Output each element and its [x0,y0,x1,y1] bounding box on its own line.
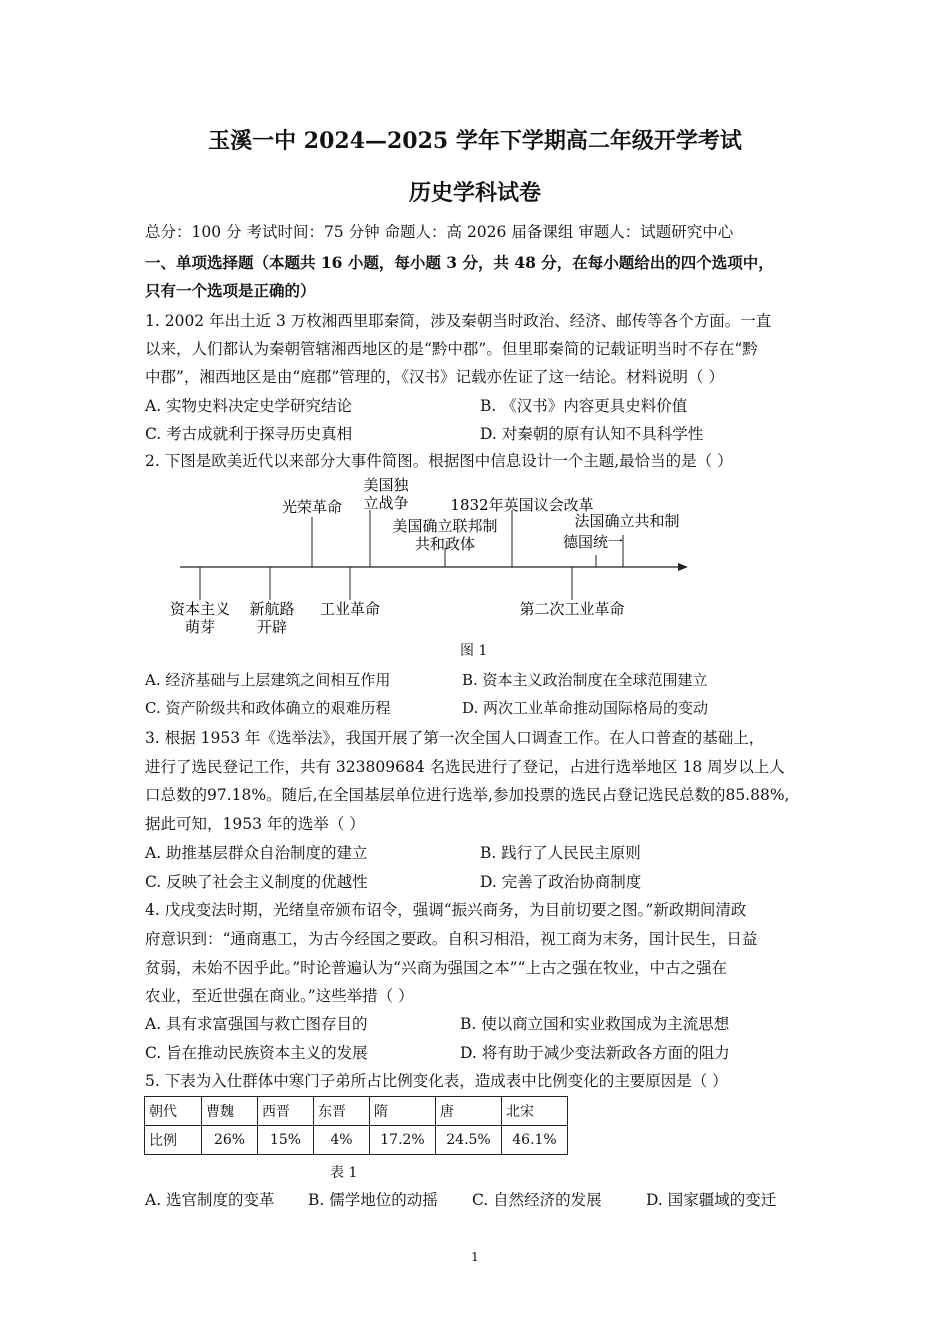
event-label-american-independence: 立战争 [363,494,409,512]
q1-option-a[interactable]: A. 实物史料决定史学研究结论 [145,397,353,415]
q1-line: 1. 2002 年出土近 3 万枚湘西里耶秦简，涉及秦朝当时政治、经济、邮传等各个方面。一直 [145,312,772,330]
q1-option-b[interactable]: B. 《汉书》内容更具史料价值 [480,397,688,415]
q1-line: 中郡”，湘西地区是由“庭郡”管理的，《汉书》记载亦佐证了这一结论。材料说明（ ） [145,368,724,386]
q3-option-c[interactable]: C. 反映了社会主义制度的优越性 [145,873,368,891]
q5-option-b[interactable]: B. 儒学地位的动摇 [308,1191,438,1209]
table-cell: 24.5% [436,1126,502,1155]
exam-info: 总分：100 分 考试时间：75 分钟 命题人：高 2026 届备课组 审题人：试题研究中心 [145,223,734,241]
q4-option-a[interactable]: A. 具有求富强国与救亡图存目的 [145,1015,368,1033]
exam-title: 玉溪一中 2024—2025 学年下学期高二年级开学考试 [208,128,742,154]
q5-option-d[interactable]: D. 国家疆域的变迁 [646,1191,777,1209]
event-label-capitalism-sprouts: 资本主义 [169,600,231,618]
q3-line: 据此可知，1953 年的选举（ ） [145,815,365,833]
q2-option-a[interactable]: A. 经济基础与上层建筑之间相互作用 [145,671,391,689]
ratio-table [144,1096,568,1155]
q1-line: 以来，人们都认为秦朝管辖湘西地区的是“黔中郡”。但里耶秦简的记载证明当时不存在“黔 [145,340,758,358]
table-header-cell: 西晋 [258,1097,314,1126]
event-label-capitalism-sprouts: 萌芽 [184,618,216,636]
section-heading-1: 一、单项选择题（本题共 16 小题，每小题 3 分，共 48 分，在每小题给出的四个选项中， [145,253,774,272]
q4-option-d[interactable]: D. 将有助于减少变法新政各方面的阻力 [460,1044,730,1062]
table-header-cell: 东晋 [314,1097,370,1126]
table-header-cell: 北宋 [502,1097,568,1126]
timeline-figure [140,470,700,640]
q2-line: 2. 下图是欧美近代以来部分大事件简图。根据图中信息设计一个主题,最恰当的是（ ） [145,452,733,470]
table-caption: 表 1 [330,1165,358,1181]
q5-option-a[interactable]: A. 选官制度的变革 [145,1191,275,1209]
table-cell: 15% [258,1126,314,1155]
table-header-cell: 唐 [436,1097,502,1126]
q3-option-b[interactable]: B. 践行了人民民主原则 [480,844,641,862]
event-label-industrial-revolution: 工业革命 [319,600,381,618]
q4-line: 农业，至近世强在商业。”这些举措（ ） [145,987,414,1005]
q4-option-b[interactable]: B. 使以商立国和实业救国成为主流思想 [460,1015,730,1033]
event-label-new-sea-routes: 新航路 [249,600,295,618]
q3-line: 口总数的97.18%。随后,在全国基层单位进行选举,参加投票的选民占登记选民总数的85.88%, [145,786,790,804]
table-row [145,1126,568,1155]
table-cell: 17.2% [370,1126,436,1155]
table-header-cell: 曹魏 [202,1097,258,1126]
q5-option-c[interactable]: C. 自然经济的发展 [472,1191,602,1209]
q2-option-d[interactable]: D. 两次工业革命推动国际格局的变动 [462,699,709,717]
event-label-glorious-revolution: 光荣革命 [281,498,343,516]
table-cell: 26% [202,1126,258,1155]
exam-subtitle: 历史学科试卷 [408,180,541,206]
q1-option-d[interactable]: D. 对秦朝的原有认知不具科学性 [480,425,704,443]
event-label-us-federal-republic: 美国确立联邦制 [392,517,498,535]
event-label-new-sea-routes: 开辟 [256,618,288,636]
table-header-cell: 朝代 [145,1097,202,1126]
figure-caption: 图 1 [460,643,488,659]
table-header-row [145,1097,568,1126]
table-cell: 比例 [145,1126,202,1155]
q4-line: 4. 戊戌变法时期，光绪皇帝颁布诏令，强调“振兴商务，为目前切要之图。”新政期间清政 [145,901,747,919]
q2-option-b[interactable]: B. 资本主义政治制度在全球范围建立 [462,671,708,689]
page-number: 1 [471,1250,479,1264]
q1-option-c[interactable]: C. 考古成就利于探寻历史真相 [145,425,353,443]
q3-line: 进行了选民登记工作，共有 323809684 名选民进行了登记，占进行选举地区 18 周岁以上人 [145,758,785,776]
table-cell: 46.1% [502,1126,568,1155]
event-label-us-federal-republic: 共和政体 [414,535,476,553]
q4-line: 贫弱，未始不因乎此。”时论普遍认为“兴商为强国之本”“上古之强在牧业，中古之强在 [145,959,727,977]
q3-option-a[interactable]: A. 助推基层群众自治制度的建立 [145,844,368,862]
event-label-american-independence: 美国独 [363,476,409,494]
event-label-second-industrial-revolution: 第二次工业革命 [519,600,625,618]
q5-line: 5. 下表为入仕群体中寒门子弟所占比例变化表，造成表中比例变化的主要原因是（ ） [145,1072,728,1090]
event-label-1832-reform: 1832年英国议会改革 [450,496,594,514]
table-header-cell: 隋 [370,1097,436,1126]
table-cell: 4% [314,1126,370,1155]
q3-line: 3. 根据 1953 年《选举法》，我国开展了第一次全国人口调查工作。在人口普查的基础上， [145,729,765,747]
event-label-french-republic: 法国确立共和制 [574,512,680,530]
timeline-arrow [678,563,688,571]
q3-option-d[interactable]: D. 完善了政治协商制度 [480,873,642,891]
q2-option-c[interactable]: C. 资产阶级共和政体确立的艰难历程 [145,699,391,717]
q4-line: 府意识到：“通商惠工，为古今经国之要政。自积习相沿，视工商为末务，国计民生，日益 [145,930,758,948]
section-heading-2: 只有一个选项是正确的） [145,281,316,300]
event-label-german-unification: 德国统一 [562,533,624,551]
q4-option-c[interactable]: C. 旨在推动民族资本主义的发展 [145,1044,368,1062]
